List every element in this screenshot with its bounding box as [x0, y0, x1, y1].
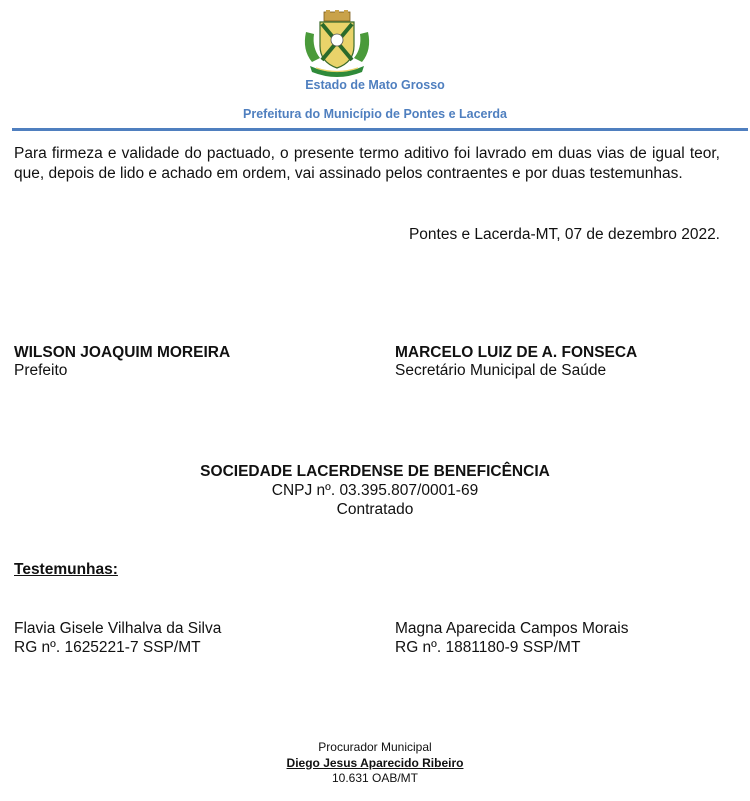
- municipal-coat-of-arms-icon: [298, 10, 376, 78]
- witness-rg: RG nº. 1625221-7 SSP/MT: [14, 639, 201, 656]
- date-line: Pontes e Lacerda-MT, 07 de dezembro 2022.: [408, 226, 720, 243]
- header-divider: [12, 128, 748, 131]
- closing-paragraph: Para firmeza e validade do pactuado, o presente termo aditivo foi lavrado em duas vias de igual teor, que, depois de lido e achado em ordem, vai assinado pelos contraentes e por duas testemunhas.: [14, 145, 720, 182]
- attorney-title: Procurador Municipal: [318, 740, 432, 754]
- witness-left: [14, 619, 221, 657]
- attorney-oab: 10.631 OAB/MT: [331, 771, 419, 785]
- signatory-name: MARCELO LUIZ DE A. FONSECA: [395, 344, 638, 361]
- witness-name: Flavia Gisele Vilhalva da Silva: [14, 620, 222, 637]
- signatory-left: [14, 344, 230, 380]
- contractor-name: SOCIEDADE LACERDENSE DE BENEFICÊNCIA: [200, 463, 550, 480]
- attorney-block: [0, 740, 750, 787]
- contractor-role: Contratado: [336, 501, 414, 518]
- witnesses-title: Testemunhas:: [14, 561, 118, 578]
- signatory-name: WILSON JOAQUIM MOREIRA: [14, 344, 231, 361]
- signatory-right: [395, 344, 637, 380]
- prefecture-title: Prefeitura do Município de Pontes e Lacerda: [243, 107, 507, 121]
- contractor-block: [0, 462, 750, 519]
- signatory-role: Prefeito: [14, 362, 68, 379]
- state-title: Estado de Mato Grosso: [305, 78, 445, 92]
- witness-name: Magna Aparecida Campos Morais: [395, 620, 629, 637]
- contractor-cnpj: CNPJ nº. 03.395.807/0001-69: [271, 482, 479, 499]
- witness-right: [395, 619, 628, 657]
- attorney-name: Diego Jesus Aparecido Ribeiro: [286, 755, 464, 770]
- signatory-role: Secretário Municipal de Saúde: [395, 362, 607, 379]
- witness-rg: RG nº. 1881180-9 SSP/MT: [395, 639, 581, 656]
